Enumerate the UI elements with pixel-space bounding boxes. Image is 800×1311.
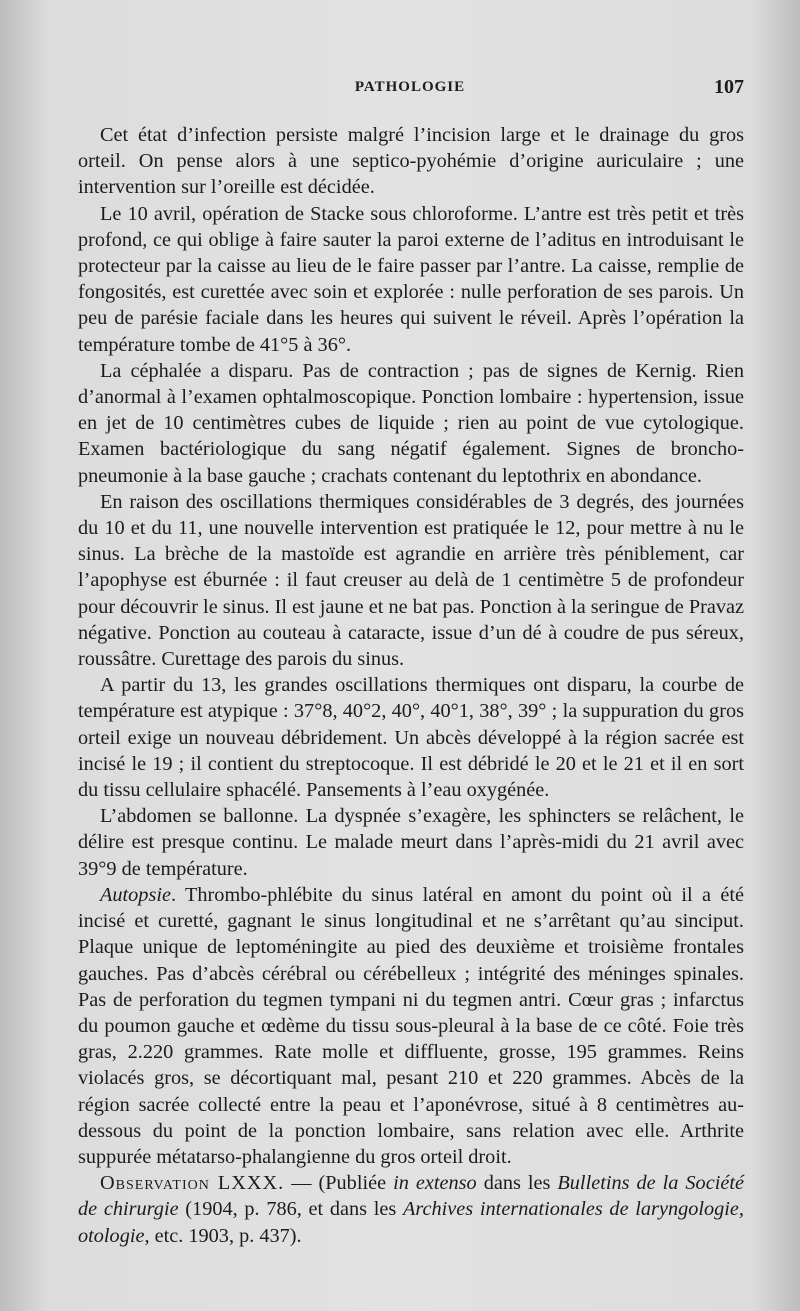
observation-italic: Bulletins de la Société de chirurgie [78, 1172, 744, 1221]
observation-text: dans les [476, 1172, 558, 1195]
observation-text: — (Publiée [284, 1172, 394, 1195]
autopsy-text: . Thrombo-phlébite du sinus latéral en amont du point où il a été incisé et curetté, gagnant le sinus longitudinal et ne s’arrêtant qu’au sinciput. Plaque unique de leptoméningite au pied des deuxième et troisième frontales gauches. Pas d’abcès cérébral ou cérébelleux ; intégrité des méninges spinales. Pas de perforation du tegmen tympani ni du tegmen antri. Cœur gras ; infarctus du poumon gauche et œdème du tissu sous-pleural à la base de ce côté. Foie très gras, 2.220 grammes. Rate molle et diffluente, grosse, 195 grammes. Reins violacés gros, se décortiquant mal, pesant 210 et 220 grammes. Abcès de la région sacrée collecté entre la peau et l’aponévrose, situé à 8 centimètres au-dessous du point de la ponction lombaire, sans relation avec elle. Arthrite suppurée métatarso-phalangienne du gros orteil droit. [78, 883, 744, 1168]
page-number: 107 [714, 76, 744, 98]
paragraph: L’abdomen se ballonne. La dyspnée s’exagère, les sphincters se relâchent, le délire est presque continu. Le malade meurt dans l’après-midi du 21 avril avec 39°9 de température. [78, 805, 744, 880]
paragraph: Le 10 avril, opération de Stacke sous chloroforme. L’antre est très petit et très profond, ce qui oblige à faire sauter la paroi externe de l’aditus en introduisant le protecteur par la caisse au lieu de le faire passer par l’antre. La caisse, remplie de fongosités, est curettée avec soin et explorée : nulle perforation de ses parois. Un peu de parésie faciale dans les heures qui suivent le réveil. Après l’opération la température tombe de 41°5 à 36°. [78, 202, 744, 356]
autopsy-label: Autopsie [100, 883, 171, 906]
running-title: PATHOLOGIE [354, 79, 466, 95]
observation-text: , etc. 1903, p. 437). [144, 1224, 302, 1247]
observation-label: Observation LXXX. [100, 1172, 285, 1195]
paragraph: Cet état d’infection persiste malgré l’incision large et le drainage du gros orteil. On pense alors à une septico-pyohémie d’origine auriculaire ; une intervention sur l’oreille est décidée. [78, 124, 744, 199]
paragraph: En raison des oscillations thermiques considérables de 3 degrés, des journées du 10 et du 11, une nouvelle intervention est pratiquée le 12, pour mettre à nu le sinus. La brèche de la mastoïde est agrandie en arrière très péniblement, car l’apophyse est éburnée : il faut creuser au delà de 1 centimètre 5 de profondeur pour découvrir le sinus. Il est jaune et ne bat pas. Ponction à la seringue de Pravaz négative. Ponction au couteau à cataracte, issue d’un dé à coudre de pus séreux, roussâtre. Curettage des parois du sinus. [78, 490, 744, 671]
autopsy-paragraph [78, 882, 744, 1170]
observation-italic: Archives internationales de laryngologie, otologie [78, 1198, 744, 1247]
running-head [76, 76, 744, 106]
body-text [78, 122, 744, 1249]
paragraph: A partir du 13, les grandes oscillations thermiques ont disparu, la courbe de température est atypique : 37°8, 40°2, 40°, 40°1, 38°, 39° ; la suppuration du gros orteil exige un nouveau débridement. Un abcès développé à la région sacrée est incisé le 19 ; il contient du streptocoque. Il est débridé le 20 et le 21 et il en sort du tissu cellulaire sphacélé. Pansements à l’eau oxygénée. [78, 674, 744, 802]
observation-italic: in extenso [393, 1172, 477, 1195]
paragraph: La céphalée a disparu. Pas de contraction ; pas de signes de Kernig. Rien d’anormal à l’examen ophtalmoscopique. Ponction lombaire : hypertension, issue en jet de 10 centimètres cubes de liquide ; rien au point de vue cytologique. Examen bactériologique du sang négatif également. Signes de broncho-pneumonie à la base gauche ; crachats contenant du leptothrix en abondance. [78, 359, 744, 487]
observation-paragraph [78, 1170, 744, 1249]
observation-text: (1904, p. 786, et dans les [178, 1198, 403, 1221]
